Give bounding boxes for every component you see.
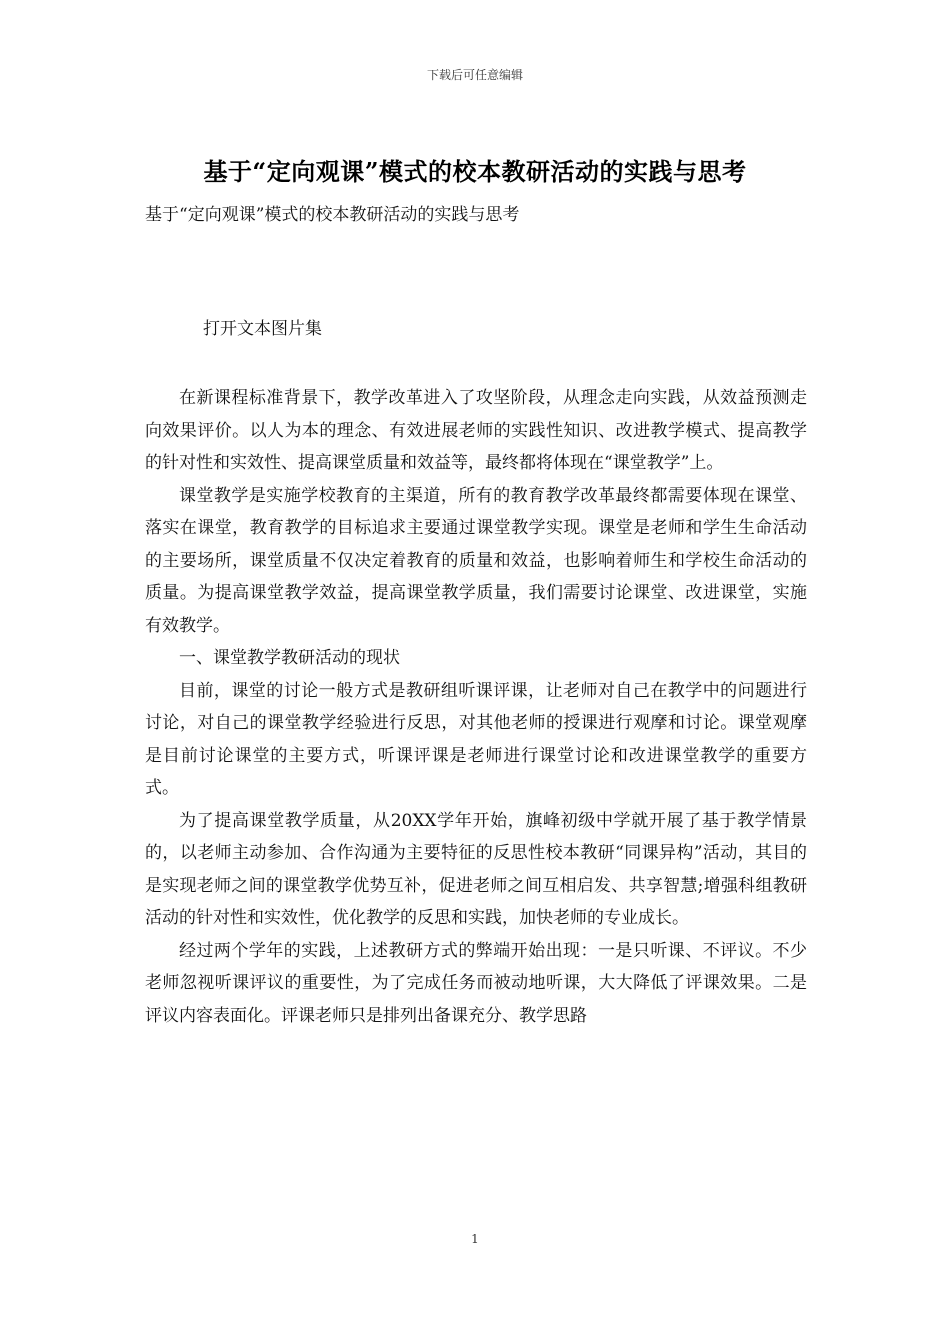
body-paragraph: 在新课程标准背景下，教学改革进入了攻坚阶段，从理念走向实践，从效益预测走向效果评价。以人为本的理念、有效进展老师的实践性知识、改进教学模式、提高教学的针对性和实效性、提高课堂质量和效益等，最终都将体现在“课堂教学”上。 (145, 388, 807, 473)
document-title: 基于“定向观课”模式的校本教研活动的实践与思考 (203, 157, 747, 186)
document-body (145, 382, 807, 1032)
document-subtitle: 基于“定向观课”模式的校本教研活动的实践与思考 (145, 205, 520, 225)
header-note: 下载后可任意编辑 (426, 68, 523, 82)
page-number: 1 (471, 1232, 479, 1246)
section-heading: 一、课堂教学教研活动的现状 (179, 648, 400, 668)
open-image-set-link[interactable]: 打开文本图片集 (203, 319, 322, 339)
body-paragraph: 目前，课堂的讨论一般方式是教研组听课评课，让老师对自己在教学中的问题进行讨论，对自己的课堂教学经验进行反思，对其他老师的授课进行观摩和讨论。课堂观摩是目前讨论课堂的主要方式，听课评课是老师进行课堂讨论和改进课堂教学的重要方式。 (145, 680, 807, 798)
body-paragraph: 经过两个学年的实践，上述教研方式的弊端开始出现：一是只听课、不评议。不少老师忽视听课评议的重要性，为了完成任务而被动地听课，大大降低了评课效果。二是评议内容表面化。评课老师只是排列出备课充分、教学思路 (145, 940, 807, 1026)
body-paragraph: 课堂教学是实施学校教育的主渠道，所有的教育教学改革最终都需要体现在课堂、落实在课堂，教育教学的目标追求主要通过课堂教学实现。课堂是老师和学生生命活动的主要场所，课堂质量不仅决定着教育的质量和效益，也影响着师生和学校生命活动的质量。为提高课堂教学效益，提高课堂教学质量，我们需要讨论课堂、改进课堂，实施有效教学。 (145, 485, 807, 636)
body-paragraph: 为了提高课堂教学质量，从20XX学年开始，旗峰初级中学就开展了基于教学情景的，以老师主动参加、合作沟通为主要特征的反思性校本教研“同课异构”活动，其目的是实现老师之间的课堂教学优势互补，促进老师之间互相启发、共享智慧;增强科组教研活动的针对性和实效性，优化教学的反思和实践，加快老师的专业成长。 (145, 810, 807, 928)
